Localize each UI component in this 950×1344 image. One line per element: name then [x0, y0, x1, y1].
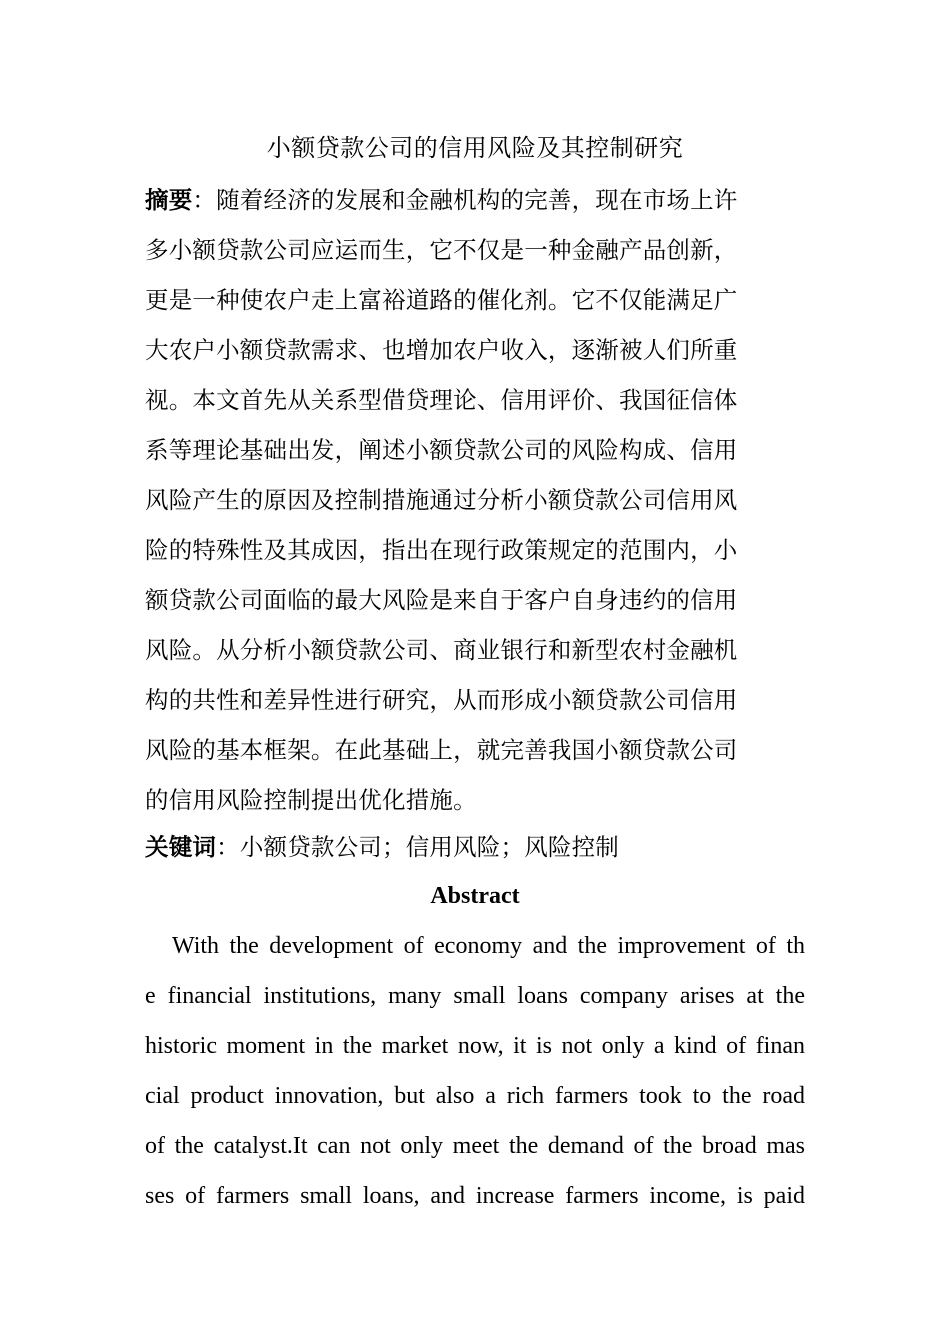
abstract-en-heading: Abstract: [430, 883, 520, 909]
abstract-cn-line-8: 险的特殊性及其成因，指出在现行政策规定的范围内，小: [145, 536, 738, 564]
abstract-cn-line-12: 风险的基本框架。在此基础上，就完善我国小额贷款公司: [145, 736, 738, 764]
abstract-cn-line-9: 额贷款公司面临的最大风险是来自于客户自身违约的信用: [145, 586, 738, 614]
abstract-cn-separator: ：: [192, 186, 217, 214]
abstract-en-line-6: ses of farmers small loans, and increase farmers income, is paid: [145, 1183, 805, 1209]
abstract-en-line-1: With the development of economy and the improvement of th: [172, 933, 805, 959]
keywords-label: 关键词: [145, 833, 217, 861]
abstract-cn-line-11: 构的共性和差异性进行研究，从而形成小额贷款公司信用: [145, 686, 738, 714]
abstract-cn-line-5: 视。本文首先从关系型借贷理论、信用评价、我国征信体: [145, 386, 738, 414]
abstract-cn-line-7: 风险产生的原因及控制措施通过分析小额贷款公司信用风: [145, 486, 738, 514]
document-title: 小额贷款公司的信用风险及其控制研究: [266, 134, 684, 162]
keywords-separator: ：: [216, 833, 240, 861]
abstract-cn-label: 摘要: [145, 186, 193, 214]
abstract-cn-line-3: 更是一种使农户走上富裕道路的催化剂。它不仅能满足广: [145, 286, 738, 314]
abstract-cn-line-1: [145, 185, 785, 215]
abstract-en-line-4: cial product innovation, but also a rich farmers took to the road: [145, 1083, 805, 1109]
keywords-line: [145, 832, 785, 862]
abstract-cn-line-2: 多小额贷款公司应运而生，它不仅是一种金融产品创新，: [145, 236, 738, 264]
abstract-en-line-5: of the catalyst.It can not only meet the demand of the broad mas: [145, 1133, 805, 1159]
abstract-cn-line-4: 大农户小额贷款需求、也增加农户收入，逐渐被人们所重: [145, 336, 738, 364]
abstract-en-line-3: historic moment in the market now, it is not only a kind of finan: [145, 1033, 805, 1059]
keywords-text: 小额贷款公司；信用风险；风险控制: [239, 833, 620, 861]
abstract-cn-text: 随着经济的发展和金融机构的完善，现在市场上许: [216, 186, 738, 214]
abstract-en-line-2: e financial institutions, many small loans company arises at the: [145, 983, 805, 1009]
abstract-cn-line-6: 系等理论基础出发，阐述小额贷款公司的风险构成、信用: [145, 436, 738, 464]
abstract-cn-line-13: 的信用风险控制提出优化措施。: [145, 786, 477, 814]
abstract-cn-line-10: 风险。从分析小额贷款公司、商业银行和新型农村金融机: [145, 636, 738, 664]
